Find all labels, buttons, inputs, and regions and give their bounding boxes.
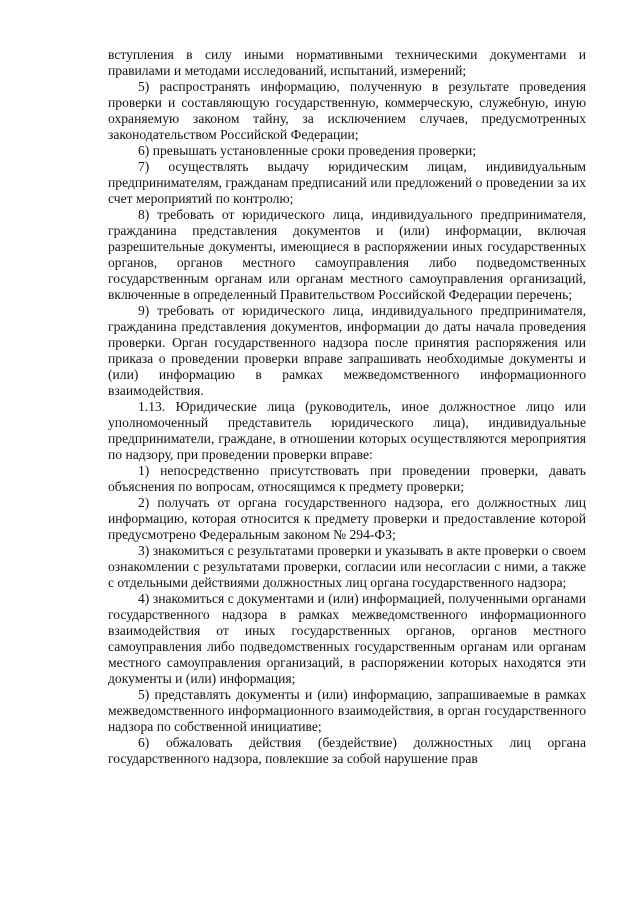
paragraph-continuation: вступления в силу иными нормативными техническими документами и правилами и методами исследований, испытаний, измерений;: [108, 47, 586, 78]
document-page: [108, 47, 586, 767]
paragraph-item-6: 6) превышать установленные сроки проведения проверки;: [138, 143, 477, 158]
paragraph-right-5: 5) представлять документы и (или) информацию, запрашиваемые в рамках межведомственного информационного взаимодействия, в орган государственного надзора по собственной инициативе;: [108, 687, 586, 734]
paragraph-item-8: 8) требовать от юридического лица, индивидуального предпринимателя, гражданина представления документов и (или) информации, включая разрешительные документы, имеющиеся в распоряжении иных государственных органов, органов местного самоуправления либо подведомственных государственным органам или органам местного самоуправления организаций, включенные в определенный Правительством Российской Федерации перечень;: [108, 207, 586, 302]
paragraph-right-2: 2) получать от органа государственного надзора, его должностных лиц информацию, которая относится к предмету проверки и предоставление которой предусмотрено Федеральным законом № 294-ФЗ;: [108, 495, 586, 542]
paragraph-right-6: 6) обжаловать действия (бездействие) должностных лиц органа государственного надзора, повлекшие за собой нарушение прав: [108, 735, 586, 766]
paragraph-item-9: 9) требовать от юридического лица, индивидуального предпринимателя, гражданина представления документов, информации до даты начала проведения проверки. Орган государственного надзора после принятия распоряжения или приказа о проведении проверки вправе запрашивать необходимые документы и (или) информацию в рамках межведомственного информационного взаимодействия.: [108, 303, 586, 398]
paragraph-right-4: 4) знакомиться с документами и (или) информацией, полученными органами государственного надзора в рамках межведомственного информационного взаимодействия от иных государственных органов, органов местного самоуправления либо подведомственных государственным органам или органам местного самоуправления организаций, в распоряжении которых находятся эти документы и (или) информация;: [108, 591, 586, 686]
paragraph-item-7: 7) осуществлять выдачу юридическим лицам, индивидуальным предпринимателям, гражданам предписаний или предложений о проведении за их счет мероприятий по контролю;: [108, 159, 586, 206]
paragraph-section-1-13: 1.13. Юридические лица (руководитель, иное должностное лицо или уполномоченный представитель юридического лица), индивидуальные предприниматели, граждане, в отношении которых осуществляются мероприятия по надзору, при проведении проверки вправе:: [108, 399, 586, 462]
paragraph-right-1: 1) непосредственно присутствовать при проведении проверки, давать объяснения по вопросам, относящимся к предмету проверки;: [108, 463, 586, 494]
paragraph-item-5: 5) распространять информацию, полученную в результате проведения проверки и составляющую государственную, коммерческую, служебную, иную охраняемую законом тайну, за исключением случаев, предусмотренных законодательством Российской Федерации;: [108, 79, 586, 142]
paragraph-right-3: 3) знакомиться с результатами проверки и указывать в акте проверки о своем ознакомлении с результатами проверки, согласии или несогласии с ними, а также с отдельными действиями должностных лиц органа государственного надзора;: [108, 543, 586, 590]
